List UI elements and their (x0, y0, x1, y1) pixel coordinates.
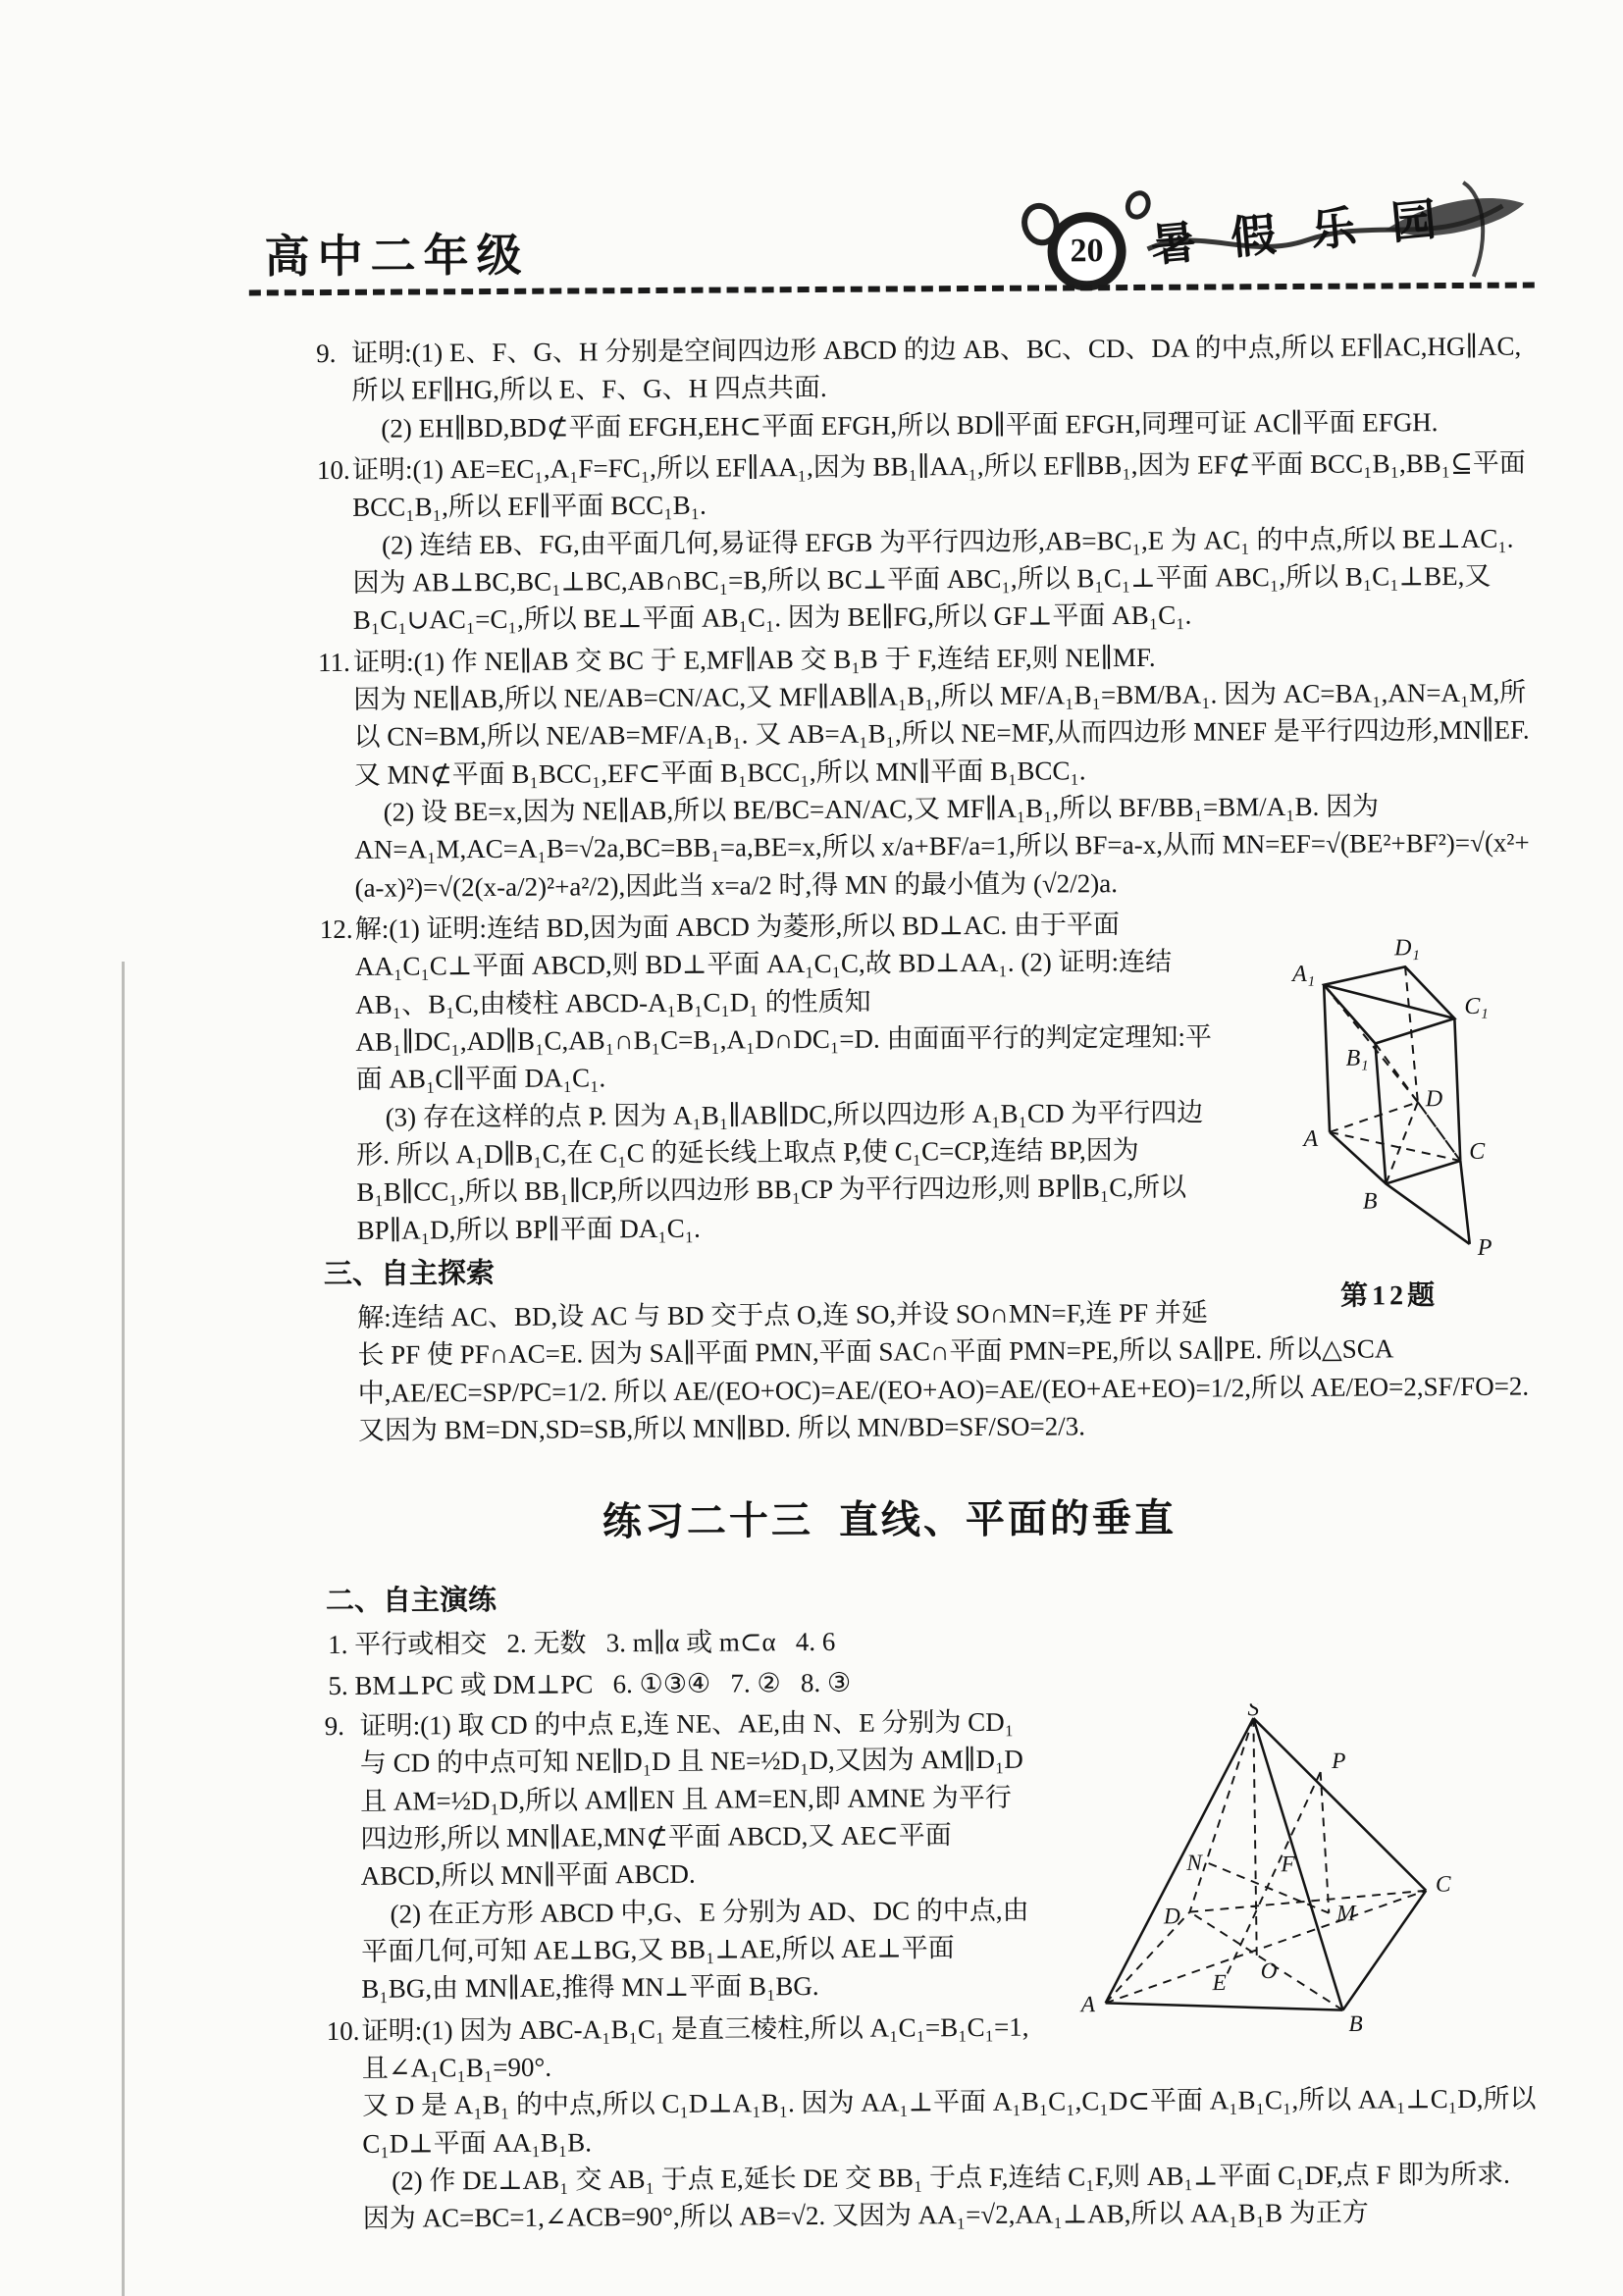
item-number: 12. (319, 913, 353, 945)
solution-paragraph: (2) 在正方形 ABCD 中,G、E 分别为 AD、DC 的中点,由平面几何,可知 AE⊥BG,又 BB₁⊥AE,所以 AE⊥平面 B₁BG,由 MN∥AE,推得 MN⊥平面 B₁BG. (361, 1895, 1029, 2005)
answer-line: 5. BM⊥PC 或 DM⊥PC 6. ①③④ 7. ② 8. ③ (328, 1667, 852, 1700)
item-number: 10. (316, 454, 350, 486)
solution-paragraph: 证明:(1) 作 NE∥AB 交 BC 于 E,MF∥AB 交 B₁B 于 F,连结 EF,则 NE∥MF. (353, 642, 1156, 677)
figure-problem-12 (1240, 905, 1538, 1317)
solution-item-11 (294, 636, 1535, 907)
item-number: 11. (318, 647, 350, 677)
figure-caption: 第12题 (1339, 1280, 1440, 1312)
solution-paragraph: 证明:(1) AE=EC₁,A₁F=FC₁,所以 EF∥AA₁,因为 BB₁∥AA₁,所以 EF∥BB₁,因为 EF⊄平面 BCC₁B₁,BB₁⊆平面 BCC₁B₁,所以 EF∥平面 BCC₁B₁. (351, 447, 1526, 523)
solution-item-10 (293, 444, 1533, 640)
item-number: 9. (316, 338, 337, 369)
section-heading-drill: 二、自主演练 (325, 1585, 497, 1618)
vertex-label-B: B (1362, 1188, 1378, 1215)
vertex-label-D1: D₁ (1393, 935, 1420, 962)
solution-paragraph: (2) EH∥BD,BD⊄平面 EFGH,EH⊂平面 EFGH,所以 BD∥平面 EFGH,同理可证 AC∥平面 EFGH. (381, 406, 1439, 444)
vertex-label-D: D (1163, 1904, 1180, 1930)
vertex-label-D: D (1425, 1086, 1443, 1113)
section-heading-explore: 三、自主探索 (323, 1257, 496, 1290)
vertex-label-C: C (1435, 1871, 1451, 1898)
vertex-label-O: O (1260, 1958, 1278, 1985)
logo-text: 暑假乐园 (1148, 190, 1474, 272)
solution-paragraph: 又 MN⊄平面 B₁BCC₁,EF⊂平面 B₁BCC₁,所以 MN∥平面 B₁BCC₁. (353, 755, 1086, 790)
summer-fun-logo (1139, 153, 1533, 287)
vertex-label-P: P (1477, 1234, 1492, 1261)
solution-paragraph: 解:(1) 证明:连结 BD,因为面 ABCD 为菱形,所以 BD⊥AC. 由于平面 AA₁C₁C⊥平面 ABCD,则 BD⊥平面 AA₁C₁C,故 BD⊥AA₁. (2) 证明:连结 AB₁、B₁C,由棱柱 ABCD-A₁B₁C₁D₁ 的性质知 AB₁∥DC₁,AD∥B₁C,AB₁∩B₁C=B₁,A₁D∩DC₁=D. 由面面平行的判定定理知:平面 AB₁C∥平面 DA₁C₁. (354, 910, 1213, 1095)
solution-item-9 (292, 328, 1532, 448)
item-number: 10. (326, 2015, 360, 2046)
solution-paragraph: 证明:(1) 取 CD 的中点 E,连 NE、AE,由 N、E 分别为 CD₁ 与 CD 的中点可知 NE∥D₁D 且 NE=½D₁D,又因为 AM∥D₁D 且 AM=½D₁D,所以 AM∥EN 且 AM=EN,即 AMNE 为平行四边形,所以 MN∥AE,MN⊄平面 ABCD,又 AE⊂平面 ABCD,所以 MN∥平面 ABCD. (359, 1706, 1023, 1892)
logo-svg (1139, 153, 1533, 283)
answer-line: 1. 平行或相交 2. 无数 3. m∥α 或 m⊂α 4. 6 (328, 1627, 836, 1660)
pyramid-figure-svg (1044, 1701, 1542, 2050)
solution-paragraph: (2) 作 DE⊥AB₁ 交 AB₁ 于点 E,延长 DE 交 BB₁ 于点 F,连结 C₁F,则 AB₁⊥平面 C₁DF,点 F 即为所求. 因为 AC=BC=1,∠ACB=90°,所以 AB=√2. 又因为 AA₁=√2,AA₁⊥AB,所以 AA₁B₁B 为正方 (362, 2159, 1510, 2234)
vertex-label-S: S (1247, 1701, 1260, 1722)
solution-paragraph: 证明:(1) E、F、G、H 分别是空间四边形 ABCD 的边 AB、BC、CD、DA 的中点,所以 EF∥AC,HG∥AC,所以 EF∥HG,所以 E、F、G、H 四点共面. (351, 331, 1522, 406)
vertex-label-A1: A₁ (1291, 961, 1316, 987)
vertex-label-A: A (1080, 1992, 1096, 2018)
grade-label: 高中二年级 (264, 230, 530, 283)
solution-paragraph: (2) 连结 EB、FG,由平面几何,易证得 EFGB 为平行四边形,AB=BC₁,E 为 AC₁ 的中点,所以 BE⊥AC₁. 因为 AB⊥BC,BC₁⊥BC,AB∩BC₁=B,所以 BC⊥平面 ABC₁,所以 B₁C₁⊥平面 ABC₁,所以 B₁C₁⊥BE,又 B₁C₁∪AC₁=C₁,所以 BE⊥平面 AB₁C₁. 因为 BE∥FG,所以 GF⊥平面 AB₁C₁. (352, 523, 1514, 636)
prism-solid-edges (1324, 966, 1470, 1245)
vertex-label-N: N (1186, 1850, 1202, 1876)
vertex-label-C: C (1469, 1138, 1486, 1165)
vertex-label-E: E (1212, 1970, 1227, 1997)
prism-dashed-edges (1324, 966, 1460, 1184)
prism-figure-svg (1245, 905, 1532, 1262)
page-header (0, 0, 1623, 299)
solution-paragraph: (3) 存在这样的点 P. 因为 A₁B₁∥AB∥DC,所以四边形 A₁B₁CD 为平行四边形. 所以 A₁D∥B₁C,在 C₁C 的延长线上取点 P,使 C₁C=CP,连结 BP,因为 B₁B∥CC₁,所以 BB₁∥CP,所以四边形 BB₁CP 为平行四边形,则 BP∥B₁C,所以 BP∥A₁D,所以 BP∥平面 DA₁C₁. (356, 1097, 1204, 1245)
solution-paragraph: 解:连结 AC、BD,设 AC 与 BD 交于点 O,连 SO,并设 SO∩MN=F,连 PF 并延长 PF 使 PF∩AC=E. 因为 SA∥平面 PMN,平面 SAC∩平面 PMN=PE,所以 SA∥PE. 所以△SCA 中,AE/EC=SP/PC=1/2. 所以 AE/(EO+OC)=AE/(EO+AO)=AE/(EO+AE+EO)=1/2,所以 AE/EO=2,SF/FO=2. 又因为 BM=DN,SD=SB,所以 MN∥BD. 所以 MN/BD=SF/SO=2/3. (357, 1297, 1530, 1445)
vertex-label-C1: C₁ (1464, 993, 1489, 1019)
vertex-label-B1: B₁ (1345, 1045, 1369, 1071)
vertex-label-M: M (1336, 1901, 1356, 1927)
solution-paragraph: 证明:(1) 因为 ABC-A₁B₁C₁ 是直三棱柱,所以 A₁C₁=B₁C₁=1,且∠A₁C₁B₁=90°. (361, 2011, 1029, 2083)
solution-paragraph: (2) 设 BE=x,因为 NE∥AB,所以 BE/BC=AN/AC,又 MF∥A₁B₁,所以 BF/BB₁=BM/A₁B. 因为 AN=A₁M,AC=A₁B=√2a,BC=BB₁=a,BE=x,所以 x/a+BF/a=1,所以 BF=a-x,从而 MN=EF=√(BE²+BF²)=√(x²+(a-x)²)=√(2(x-a/2)²+a²/2),因此当 x=a/2 时,得 MN 的最小值为 (√2/2)a. (354, 791, 1530, 903)
vertex-label-A: A (1303, 1125, 1319, 1152)
page-number-badge: 20 (1047, 212, 1126, 290)
vertex-label-P: P (1332, 1748, 1346, 1775)
vertex-label-B: B (1348, 2010, 1363, 2037)
explore-solution (298, 1292, 1538, 1450)
solutions-body (2, 327, 1623, 2244)
exercise-title: 练习二十三 直线、平面的垂直 (602, 1496, 1178, 1544)
vertex-label-F: F (1281, 1852, 1295, 1878)
solution-paragraph: 又 D 是 A₁B₁ 的中点,所以 C₁D⊥A₁B₁. 因为 AA₁⊥平面 A₁B₁C₁,C₁D⊂平面 A₁B₁C₁,所以 AA₁⊥C₁D,所以 C₁D⊥平面 AA₁B₁B. (362, 2083, 1537, 2159)
solution-paragraph: 因为 NE∥AB,所以 NE/AB=CN/AC,又 MF∥AB∥A₁B₁,所以 MF/A₁B₁=BM/BA₁. 因为 AC=BA₁,AN=A₁M,所以 CN=BM,所以 NE/AB=MF/A₁B₁. 又 AB=A₁B₁,所以 NE=MF,从而四边形 MNEF 是平行四边形,MN∥EF. (353, 677, 1530, 753)
drill-item-10 (303, 2005, 1543, 2238)
item-number: 9. (324, 1710, 345, 1742)
